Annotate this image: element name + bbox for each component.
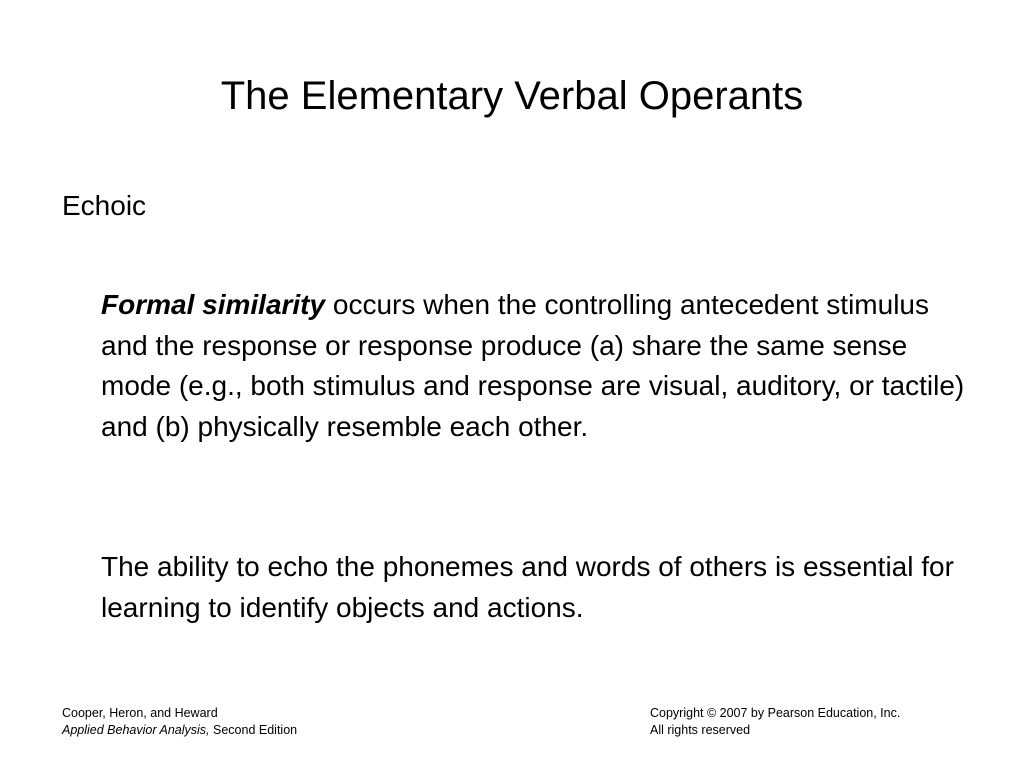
footer-citation [62, 705, 297, 739]
footer-edition: Second Edition [209, 723, 298, 737]
copyright-text: Copyright © 2007 by Pearson Education, Inc. [650, 706, 901, 720]
definition-paragraph [101, 285, 981, 447]
body-paragraph: The ability to echo the phonemes and words of others is essential for learning to identify objects and actions. [101, 551, 954, 623]
rights-text: All rights reserved [650, 723, 751, 737]
footer-book-title: Applied Behavior Analysis, [62, 723, 210, 737]
definition-text: occurs when the controlling antecedent stimulus and the response or response produce (a) share the same sense mode (e.g., both stimulus and response are visual, auditory, or tactile) and (b) physically resemble each other. [101, 289, 965, 442]
slide-title: The Elementary Verbal Operants [220, 74, 804, 118]
footer-authors: Cooper, Heron, and Heward [62, 706, 218, 720]
section-heading: Echoic [62, 190, 147, 221]
footer-book-line [62, 722, 297, 739]
footer-copyright [650, 705, 900, 739]
definition-term: Formal similarity [101, 289, 326, 320]
